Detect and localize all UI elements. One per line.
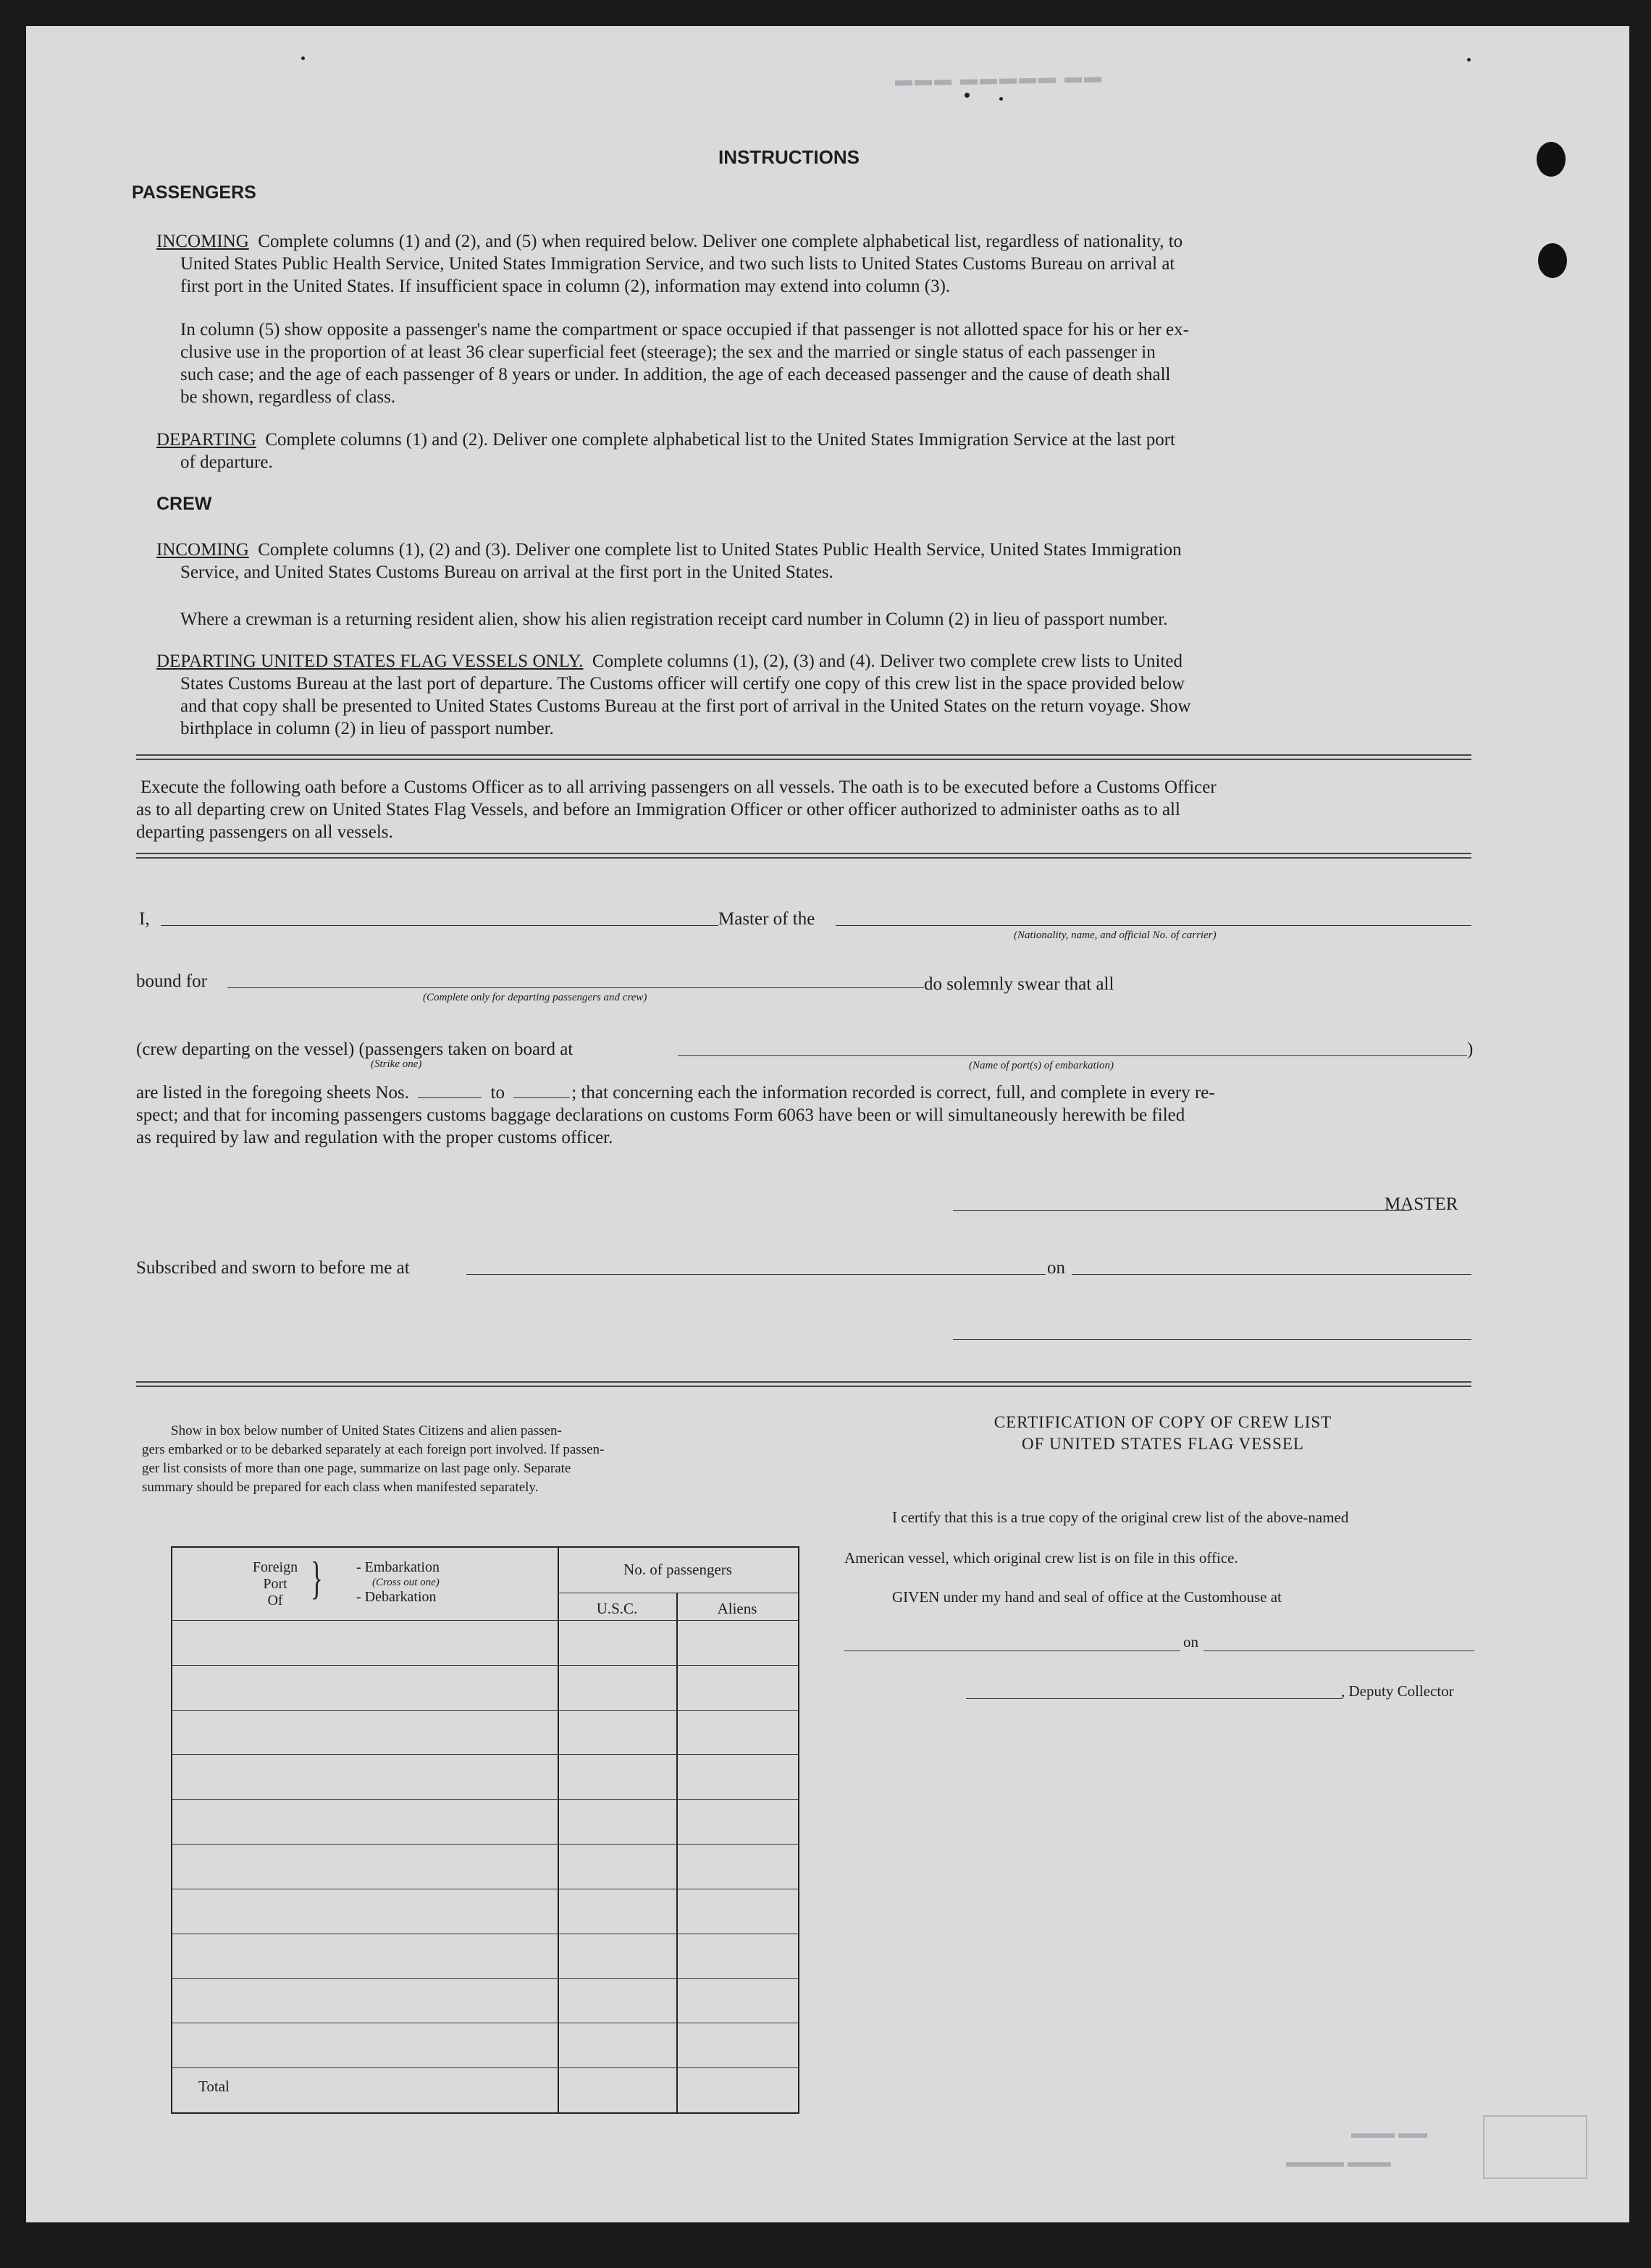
- oath-line2: spect; and that for incoming passengers customs baggage declarations on customs Form 6063 have been or will simultaneously herewith be filed: [136, 1105, 1185, 1125]
- sworn-on-label: on: [1047, 1258, 1065, 1278]
- total-label: Total: [198, 2078, 230, 2095]
- passengers-incoming-line1: Complete columns (1) and (2), and (5) when required below. Deliver one complete alphabetical list, regardless of nationality, to: [258, 232, 1183, 251]
- table-row[interactable]: [172, 1754, 798, 1755]
- subscribed-label: Subscribed and sworn to before me at: [136, 1258, 410, 1278]
- dust-speck: [301, 56, 305, 60]
- form-page: [26, 26, 1629, 2222]
- table-row[interactable]: [172, 1665, 798, 1666]
- embarkation-label: - Embarkation: [356, 1559, 440, 1575]
- table-row[interactable]: [172, 1844, 798, 1845]
- listed-to-label: to: [490, 1083, 505, 1103]
- crew-incoming-line1: Complete columns (1), (2) and (3). Deliver one complete list to United States Public Health Service, United States Immigration: [258, 540, 1182, 560]
- debarkation-label: - Debarkation: [356, 1589, 437, 1605]
- summary-line4: summary should be prepared for each class when manifested separately.: [142, 1480, 539, 1495]
- oath-instructions-line1: Execute the following oath before a Customs Officer as to all arriving passengers on all vessels. The oath is to be executed before a Customs Officer: [140, 777, 1217, 797]
- crew-departing-us-line3: and that copy shall be presented to United States Customs Bureau at the first port of arrival in the United States on the return voyage. Show: [180, 696, 1191, 716]
- carrier-caption: (Nationality, name, and official No. of carrier): [1014, 929, 1217, 941]
- listed-label-a: are listed in the foregoing sheets Nos.: [136, 1083, 409, 1103]
- officer-signature-field[interactable]: [953, 1339, 1471, 1340]
- of-label: Of: [267, 1593, 283, 1609]
- passengers-heading: PASSENGERS: [132, 182, 256, 203]
- crew-departing-us-label: DEPARTING UNITED STATES FLAG VESSELS ONLY.: [156, 652, 584, 671]
- oath-i-label: I,: [139, 909, 150, 929]
- passengers-incoming-line3: first port in the United States. If insufficient space in column (2), information may extend into column (3).: [180, 277, 951, 296]
- aliens-header: Aliens: [717, 1600, 757, 1617]
- instructions-title: INSTRUCTIONS: [718, 146, 860, 168]
- column5-line1: In column (5) show opposite a passenger's name the compartment or space occupied if that passenger is not allotted space for his or her ex-: [180, 320, 1189, 340]
- divider-rule: [136, 754, 1471, 760]
- divider-rule: [136, 1381, 1471, 1387]
- master-of-the-label: Master of the: [718, 909, 815, 929]
- table-row[interactable]: [172, 2067, 798, 2068]
- departing-caption: (Complete only for departing passengers and crew): [423, 992, 647, 1003]
- carrier-field[interactable]: [836, 925, 1471, 926]
- faint-stamp: ▬▬▬ ▬▬: [1351, 2125, 1427, 2141]
- passengers-incoming-block: [156, 230, 1471, 298]
- summary-line2: gers embarked or to be debarked separately at each foreign port involved. If passen-: [142, 1442, 605, 1457]
- oath-instructions: [136, 776, 1476, 843]
- deputy-collector-label: , Deputy Collector: [1341, 1682, 1454, 1700]
- crew-heading: CREW: [156, 494, 212, 514]
- sheets-statement: [136, 1082, 1476, 1149]
- certification-title: [852, 1412, 1474, 1455]
- dust-speck: [999, 97, 1003, 101]
- table-row[interactable]: [172, 1710, 798, 1711]
- table-divider: [676, 1593, 678, 2112]
- sworn-place-field[interactable]: [466, 1274, 1046, 1275]
- american-vessel-text: American vessel, which original crew list is on file in this office.: [844, 1549, 1238, 1567]
- column5-block: [180, 319, 1471, 408]
- no-passengers-header: No. of passengers: [623, 1561, 732, 1578]
- oath-line3: as required by law and regulation with the proper customs officer.: [136, 1128, 613, 1147]
- crew-incoming-label: INCOMING: [156, 540, 249, 560]
- faint-box: [1483, 2115, 1587, 2179]
- certification-title-line2: OF UNITED STATES FLAG VESSEL: [1022, 1435, 1304, 1453]
- passengers-departing-label: DEPARTING: [156, 430, 256, 450]
- cross-out-label: (Cross out one): [372, 1577, 440, 1588]
- punch-hole-top: [1537, 142, 1566, 177]
- summary-line3: ger list consists of more than one page, summarize on last page only. Separate: [142, 1461, 571, 1476]
- deputy-collector-signature-field[interactable]: [966, 1698, 1343, 1699]
- bound-for-label: bound for: [136, 971, 207, 991]
- master-label: MASTER: [1385, 1194, 1458, 1214]
- oath-instructions-line2: as to all departing crew on United States Flag Vessels, and before an Immigration Officer or other officer authorized to administer oaths as to all: [136, 800, 1180, 819]
- passengers-incoming-line2: United States Public Health Service, United States Immigration Service, and two such lists to United States Customs Bureau on arrival at: [180, 254, 1175, 274]
- swear-label: do solemnly swear that all: [924, 974, 1114, 994]
- table-row[interactable]: [172, 1799, 798, 1800]
- column5-line3: such case; and the age of each passenger of 8 years or under. In addition, the age of each deceased passenger and the cause of death shall: [180, 365, 1171, 384]
- oath-instructions-line3: departing passengers on all vessels.: [136, 822, 393, 842]
- master-name-field[interactable]: [161, 925, 718, 926]
- certify-text: I certify that this is a true copy of the original crew list of the above-named: [892, 1509, 1349, 1526]
- foreign-label: Foreign: [252, 1559, 298, 1575]
- dust-speck: [1467, 58, 1471, 62]
- table-header-rule: [172, 1620, 798, 1621]
- crew-departing-us-line4: birthplace in column (2) in lieu of passport number.: [180, 719, 554, 738]
- sworn-date-field[interactable]: [1072, 1274, 1471, 1275]
- crew-departing-us-block: [156, 650, 1474, 740]
- crew-resident-alien: Where a crewman is a returning resident alien, show his alien registration receipt card number in Column (2) in lieu of passport number.: [180, 610, 1168, 629]
- divider-rule: [136, 853, 1471, 859]
- close-paren: ): [1467, 1040, 1474, 1059]
- faint-stamp: ▬▬▬▬ ▬▬▬: [1286, 2154, 1391, 2170]
- crew-departing-us-line2: States Customs Bureau at the last port of departure. The Customs officer will certify one copy of this crew list in the space provided below: [180, 674, 1185, 694]
- crew-incoming-line2: Service, and United States Customs Bureau on arrival at the first port in the United States.: [180, 562, 833, 582]
- foreign-port-of-label: [245, 1559, 306, 1609]
- summary-instructions: [142, 1422, 801, 1497]
- certification-on-label: on: [1183, 1633, 1198, 1651]
- column5-line4: be shown, regardless of class.: [180, 387, 396, 407]
- strike-one-caption: (Strike one): [371, 1058, 422, 1070]
- sheet-from-field[interactable]: [418, 1084, 482, 1098]
- stamp-bleed: ▬▬▬ ▬▬▬▬▬ ▬▬: [894, 67, 1104, 90]
- master-signature-field[interactable]: [953, 1210, 1411, 1211]
- passengers-departing-line1: Complete columns (1) and (2). Deliver one complete alphabetical list to the United States Immigration Service at the last port: [265, 430, 1175, 450]
- punch-hole-bottom: [1538, 243, 1567, 278]
- crew-departing-us-line1: Complete columns (1), (2), (3) and (4). Deliver two complete crew lists to United: [592, 652, 1182, 671]
- port-label: Port: [263, 1576, 287, 1592]
- summary-line1: Show in box below number of United States Citizens and alien passen-: [171, 1423, 562, 1438]
- usc-header: U.S.C.: [596, 1600, 638, 1617]
- passengers-incoming-label: INCOMING: [156, 232, 249, 251]
- ports-caption: (Name of port(s) of embarkation): [969, 1060, 1114, 1071]
- embarkation-port-field[interactable]: [678, 1055, 1467, 1056]
- passengers-departing-block: [156, 429, 1471, 473]
- listed-label-b: ; that concerning each the information recorded is correct, full, and complete in every re-: [571, 1083, 1215, 1103]
- table-row[interactable]: [172, 1978, 798, 1979]
- bound-for-field[interactable]: [227, 987, 924, 988]
- crew-departing-label: (crew departing on the vessel) (passengers taken on board at: [136, 1040, 574, 1059]
- brace-icon: }: [310, 1552, 323, 1603]
- passenger-summary-table: [171, 1546, 799, 2114]
- column5-line2: clusive use in the proportion of at least 36 clear superficial feet (steerage); the sex and the married or single status of each passenger in: [180, 342, 1156, 362]
- embarkation-debarkation-labels: [356, 1559, 440, 1606]
- table-divider: [558, 1548, 559, 2112]
- sheet-to-field[interactable]: [513, 1084, 570, 1098]
- given-text: GIVEN under my hand and seal of office at the Customhouse at: [892, 1588, 1282, 1606]
- passengers-departing-line2: of departure.: [180, 452, 273, 472]
- crew-incoming-block: [156, 539, 1471, 583]
- dust-speck: [965, 93, 970, 98]
- certification-title-line1: CERTIFICATION OF COPY OF CREW LIST: [993, 1413, 1332, 1431]
